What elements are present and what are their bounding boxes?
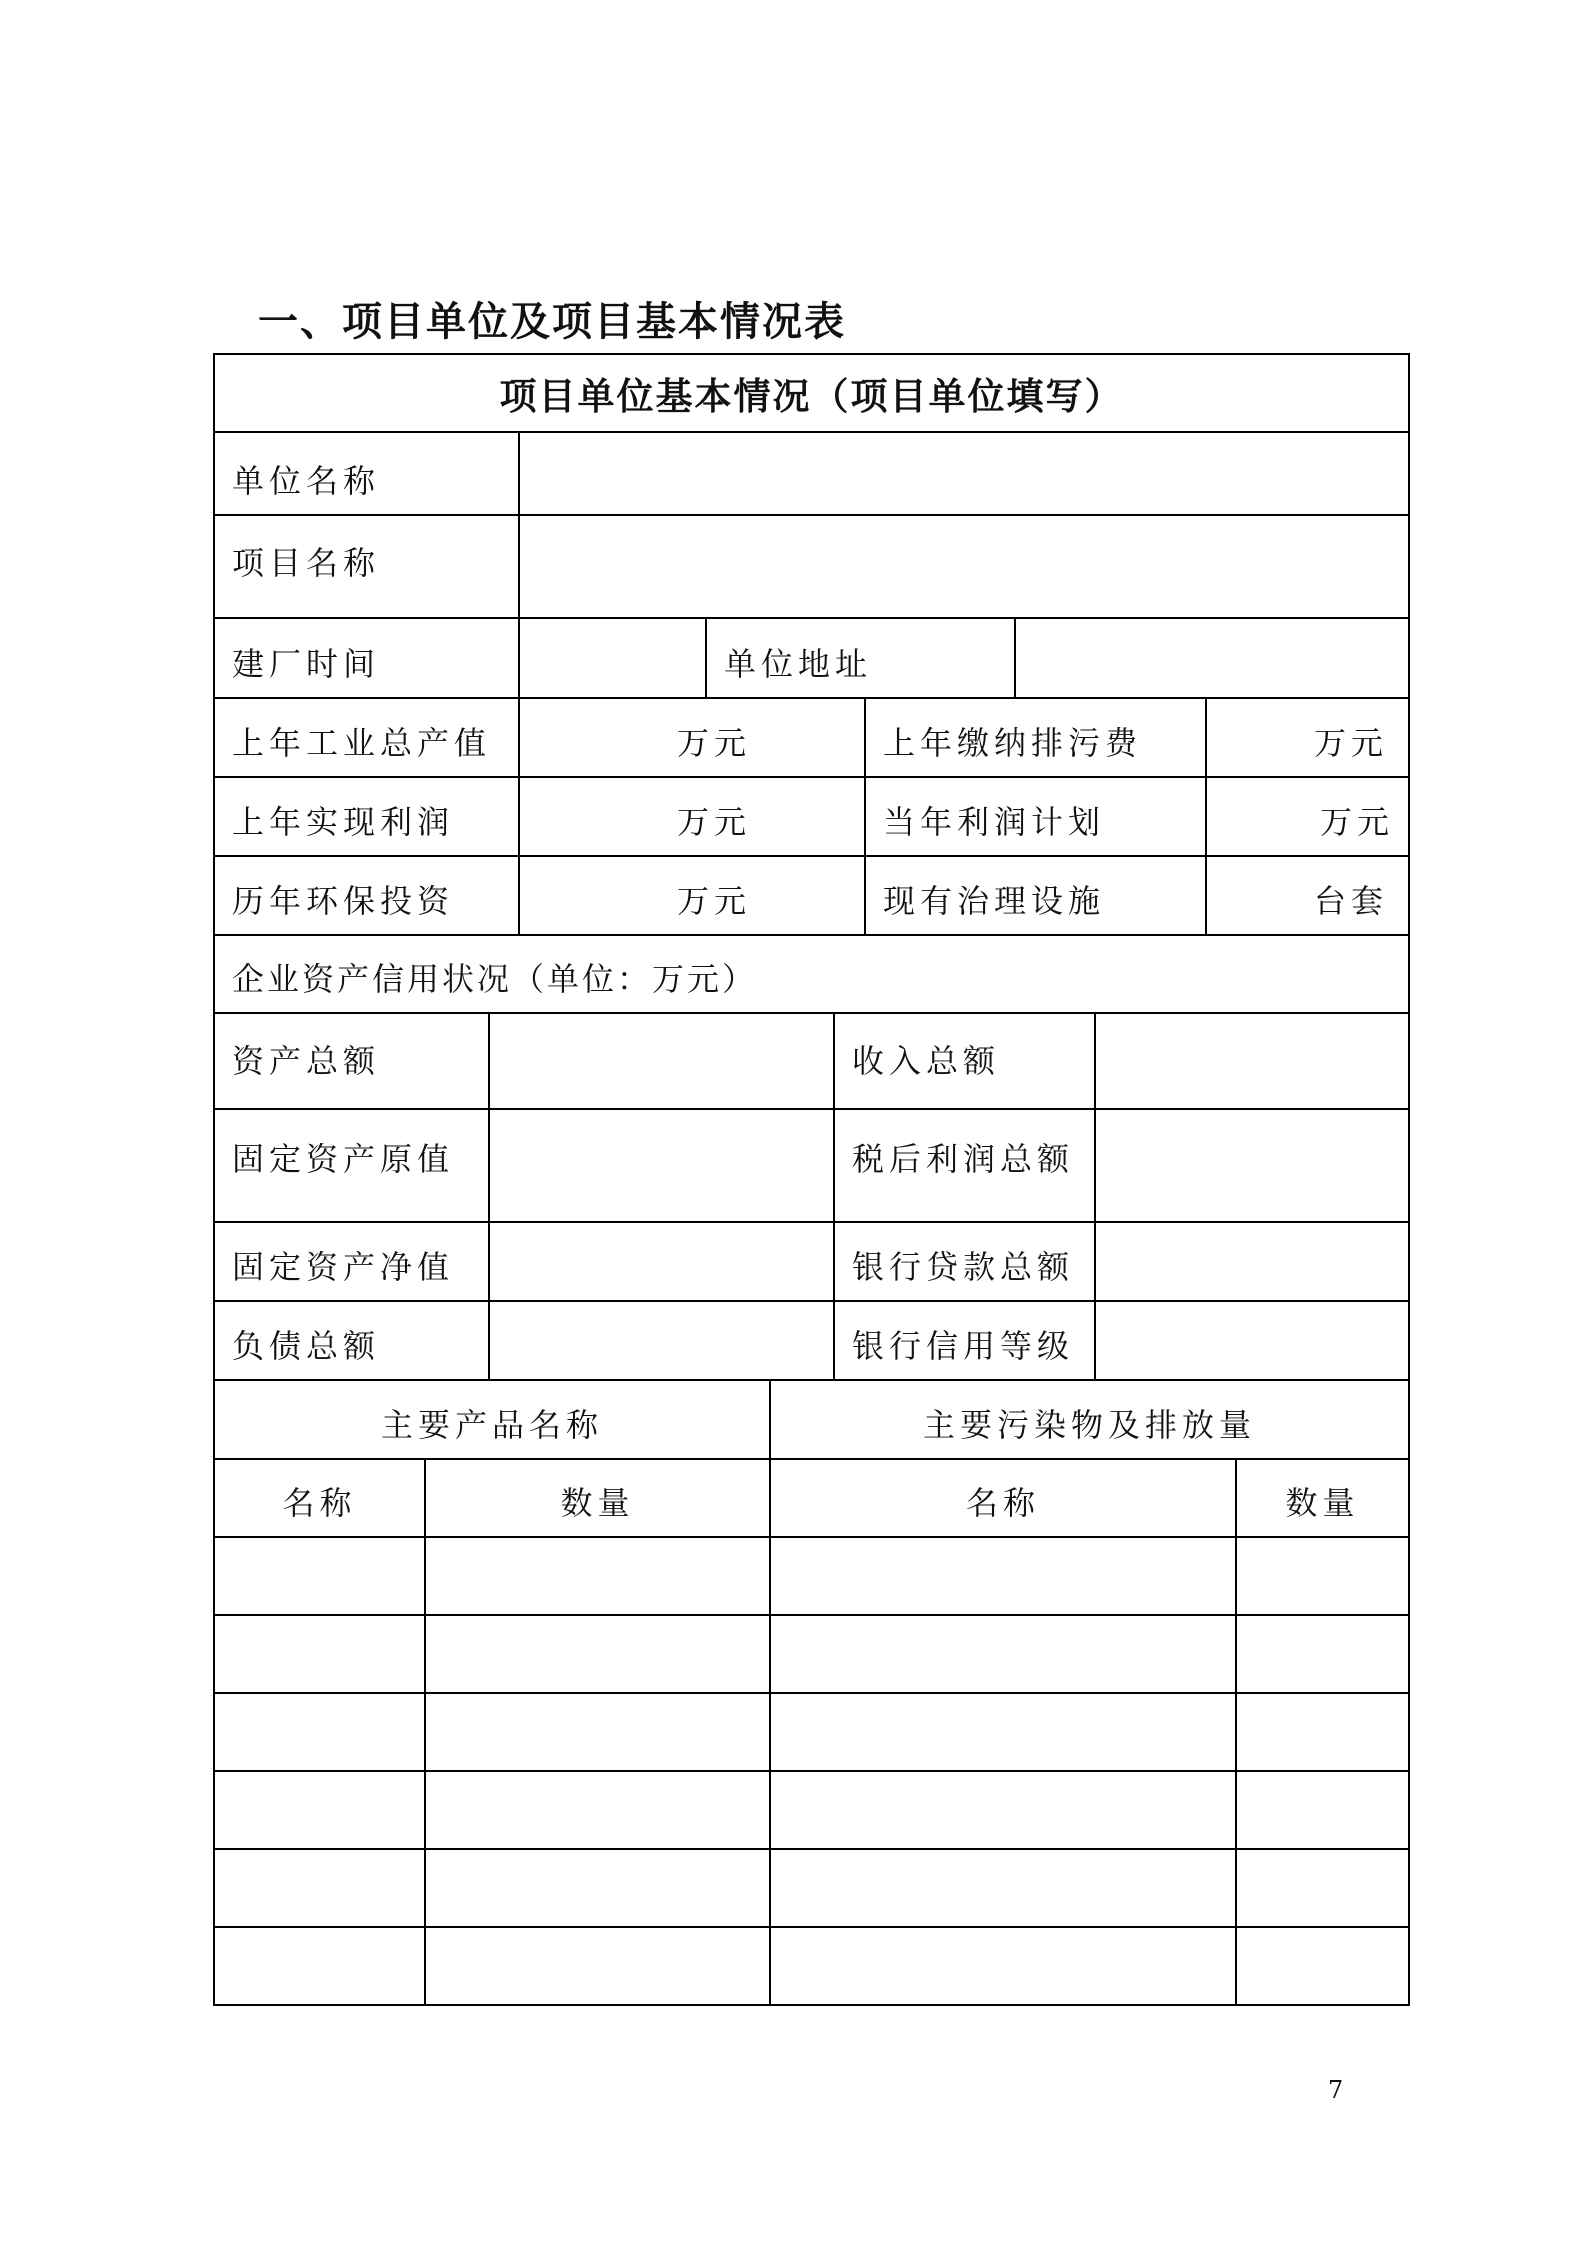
- current-profit-plan-field[interactable]: 万元: [1319, 803, 1394, 841]
- unit-name-field[interactable]: [520, 433, 1408, 514]
- total-liabilities-label: 负债总额: [215, 1302, 490, 1379]
- table-row: [215, 1616, 1408, 1694]
- pollutant-name-cell[interactable]: [771, 1616, 1237, 1692]
- total-revenue-label: 收入总额: [835, 1014, 1096, 1108]
- last-year-output-label: 上年工业总产值: [215, 699, 520, 776]
- founded-label: 建厂时间: [215, 619, 520, 697]
- current-profit-plan-label: 当年利润计划: [866, 778, 1207, 855]
- unit-name-label: 单位名称: [215, 433, 520, 514]
- fixed-assets-net-field[interactable]: [490, 1223, 835, 1300]
- last-year-profit-label: 上年实现利润: [215, 778, 520, 855]
- total-revenue-field[interactable]: [1096, 1014, 1408, 1108]
- table-row: [215, 1850, 1408, 1928]
- last-year-pollution-fee-label: 上年缴纳排污费: [866, 699, 1207, 776]
- product-qty-cell[interactable]: [426, 1850, 771, 1926]
- project-name-field[interactable]: [520, 516, 1408, 617]
- pollutant-qty-cell[interactable]: [1237, 1850, 1408, 1926]
- table-row: [215, 1014, 1408, 1110]
- product-qty-header: 数量: [426, 1460, 771, 1536]
- fixed-assets-original-label: 固定资产原值: [215, 1110, 490, 1221]
- pollutant-qty-cell[interactable]: [1237, 1694, 1408, 1770]
- founded-field[interactable]: [520, 619, 707, 697]
- last-year-output-field[interactable]: 万元: [520, 699, 866, 776]
- pollutant-name-cell[interactable]: [771, 1694, 1237, 1770]
- treatment-facilities-field[interactable]: 台套: [1313, 882, 1388, 920]
- total-liabilities-field[interactable]: [490, 1302, 835, 1379]
- table-row: [215, 516, 1408, 619]
- table-row: [215, 433, 1408, 516]
- table-row: [215, 1381, 1408, 1460]
- pollutant-name-cell[interactable]: [771, 1772, 1237, 1848]
- page-number: 7: [1328, 2076, 1344, 2104]
- table-row: [215, 619, 1408, 699]
- pollutant-qty-cell[interactable]: [1237, 1928, 1408, 2004]
- table-row: [215, 1772, 1408, 1850]
- product-name-cell[interactable]: [215, 1928, 426, 2004]
- product-qty-cell[interactable]: [426, 1538, 771, 1614]
- main-products-header: 主要产品名称: [215, 1381, 771, 1458]
- product-name-cell[interactable]: [215, 1772, 426, 1848]
- bank-loan-field[interactable]: [1096, 1223, 1408, 1300]
- product-name-cell[interactable]: [215, 1850, 426, 1926]
- table-row: [215, 1694, 1408, 1772]
- table-row: [215, 1538, 1408, 1616]
- product-qty-cell[interactable]: [426, 1616, 771, 1692]
- main-pollutants-header: 主要污染物及排放量: [922, 1406, 1256, 1444]
- section-heading: 一、项目单位及项目基本情况表: [258, 299, 846, 345]
- pollutant-name-cell[interactable]: [771, 1928, 1237, 2004]
- pollutant-qty-cell[interactable]: [1237, 1616, 1408, 1692]
- last-year-pollution-fee-field[interactable]: 万元: [1313, 724, 1388, 762]
- env-investment-label: 历年环保投资: [215, 857, 520, 934]
- product-name-cell[interactable]: [215, 1694, 426, 1770]
- project-name-label: 项目名称: [215, 516, 520, 617]
- table-row: [215, 699, 1408, 778]
- after-tax-profit-label: 税后利润总额: [835, 1110, 1096, 1221]
- env-investment-field[interactable]: 万元: [520, 857, 866, 934]
- table-row: [215, 778, 1408, 857]
- product-name-cell[interactable]: [215, 1616, 426, 1692]
- address-label: 单位地址: [707, 619, 1016, 697]
- table-row: [215, 1110, 1408, 1223]
- pollutant-qty-cell[interactable]: [1237, 1538, 1408, 1614]
- pollutant-qty-header: 数量: [1285, 1484, 1360, 1522]
- fixed-assets-net-label: 固定资产净值: [215, 1223, 490, 1300]
- product-qty-cell[interactable]: [426, 1772, 771, 1848]
- after-tax-profit-field[interactable]: [1096, 1110, 1408, 1221]
- pollutant-name-cell[interactable]: [771, 1850, 1237, 1926]
- column-header-row: [215, 1460, 1408, 1538]
- fixed-assets-original-field[interactable]: [490, 1110, 835, 1221]
- table-row: [215, 1928, 1408, 2006]
- bank-loan-label: 银行贷款总额: [835, 1223, 1096, 1300]
- pollutant-name-cell[interactable]: [771, 1538, 1237, 1614]
- address-field[interactable]: [1016, 619, 1408, 697]
- product-name-header: 名称: [215, 1460, 426, 1536]
- total-assets-field[interactable]: [490, 1014, 835, 1108]
- product-qty-cell[interactable]: [426, 1694, 771, 1770]
- bank-credit-grade-label: 银行信用等级: [835, 1302, 1096, 1379]
- table-title-row: [215, 355, 1408, 433]
- credit-status-label: 企业资产信用状况（单位：万元）: [232, 960, 758, 998]
- table-row: [215, 1223, 1408, 1302]
- table-row: [215, 1302, 1408, 1381]
- product-name-cell[interactable]: [215, 1538, 426, 1614]
- last-year-profit-field[interactable]: 万元: [520, 778, 866, 855]
- total-assets-label: 资产总额: [215, 1014, 490, 1108]
- treatment-facilities-label: 现有治理设施: [866, 857, 1207, 934]
- table-row: [215, 936, 1408, 1014]
- table-row: [215, 857, 1408, 936]
- pollutant-name-header: 名称: [771, 1460, 1237, 1536]
- pollutant-qty-cell[interactable]: [1237, 1772, 1408, 1848]
- product-qty-cell[interactable]: [426, 1928, 771, 2004]
- project-info-table: [213, 353, 1410, 2006]
- table-title: 项目单位基本情况（项目单位填写）: [499, 375, 1124, 418]
- bank-credit-grade-field[interactable]: [1096, 1302, 1408, 1379]
